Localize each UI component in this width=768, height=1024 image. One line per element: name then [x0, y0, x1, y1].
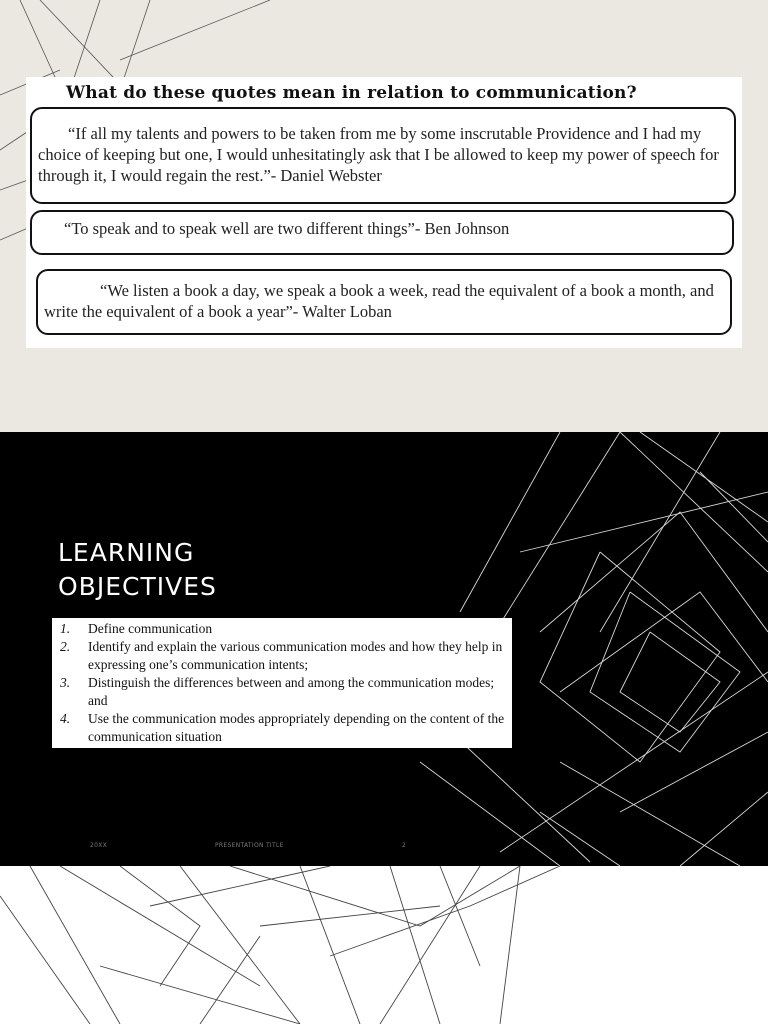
quote-box-webster — [30, 107, 736, 204]
objectives-panel — [52, 618, 512, 748]
quote-box-loban — [36, 269, 732, 335]
quotes-heading: What do these quotes mean in relation to communication? — [66, 83, 637, 103]
slide-quotes — [0, 0, 768, 432]
objectives-list — [52, 618, 512, 746]
list-item — [56, 638, 512, 674]
list-number: 1. — [60, 621, 71, 636]
list-text: Distinguish the differences between and among the communication modes; and — [88, 675, 495, 708]
objectives-title-line2: OBJECTIVES — [58, 572, 217, 601]
list-number: 2. — [60, 639, 71, 654]
list-text: Identify and explain the various communication modes and how they help in expressing one’s communication intents; — [88, 639, 503, 672]
list-item — [56, 620, 512, 638]
list-number: 3. — [60, 675, 71, 690]
slide-learning-objectives — [0, 432, 768, 866]
objectives-title-line1: LEARNING — [58, 538, 195, 567]
footer-date: 20XX — [90, 842, 108, 849]
quote-text: “To speak and to speak well are two different things”- Ben Johnson — [64, 219, 510, 238]
objectives-title — [58, 536, 217, 604]
list-text: Define communication — [88, 621, 213, 636]
quote-text: “If all my talents and powers to be taken from me by some inscrutable Providence and I had my choice of keeping but one, I would unhesitatingly ask that I be allowed to keep my power of speech for through it, I would regain the rest.”- Daniel Webster — [38, 124, 719, 185]
quote-box-johnson — [30, 210, 734, 255]
list-text: Use the communication modes appropriately depending on the content of the communication situation — [88, 711, 505, 744]
footer-title: PRESENTATION TITLE — [215, 842, 284, 849]
list-number: 4. — [60, 711, 71, 726]
footer-page-number: 2 — [402, 842, 407, 849]
quote-text: “We listen a book a day, we speak a book a week, read the equivalent of a book a month, and write the equivalent of a book a year”- Walter Loban — [44, 281, 714, 321]
quotes-panel — [26, 77, 742, 348]
slide-partial — [0, 866, 768, 1024]
decorative-lines — [0, 866, 768, 1024]
list-item — [56, 710, 512, 746]
list-item — [56, 674, 512, 710]
